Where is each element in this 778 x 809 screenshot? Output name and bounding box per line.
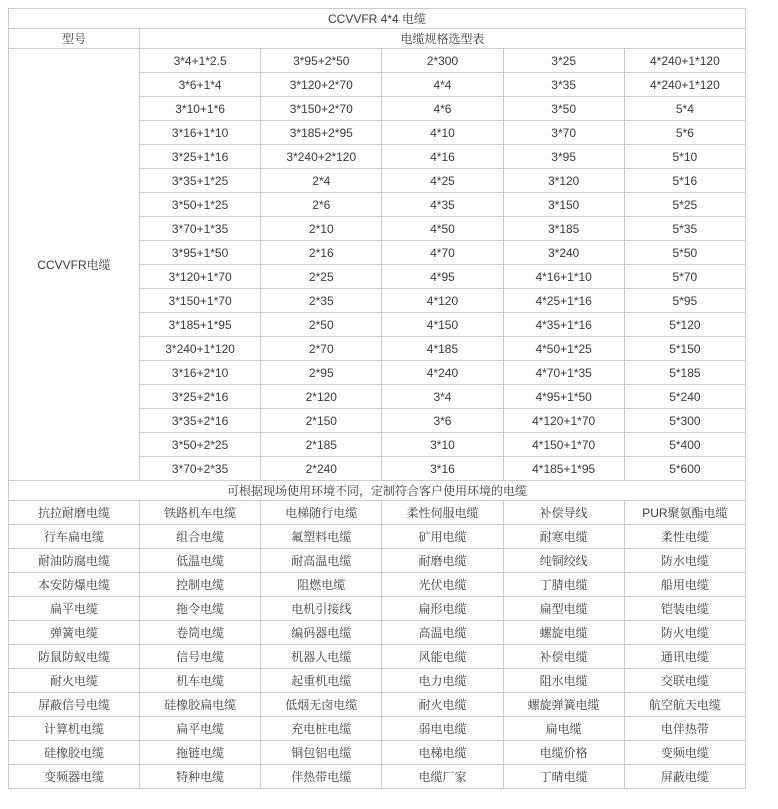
spec-cell: 4*16+1*10 — [503, 265, 624, 289]
spec-cell: 3*16+1*10 — [140, 121, 261, 145]
spec-cell: 2*150 — [261, 409, 382, 433]
cable-type-row — [9, 573, 746, 597]
spec-cell: 4*50 — [382, 217, 503, 241]
spec-cell: 5*10 — [624, 145, 745, 169]
cable-type-cell: 抗拉耐磨电缆 — [9, 501, 140, 525]
note-section — [9, 481, 746, 501]
spec-cell: 5*35 — [624, 217, 745, 241]
cable-type-cell: 电缆价格 — [503, 741, 624, 765]
cable-type-cell: 铠装电缆 — [624, 597, 745, 621]
spec-cell: 3*6+1*4 — [140, 73, 261, 97]
spec-cell: 3*70 — [503, 121, 624, 145]
cable-type-cell: 电机引接线 — [261, 597, 382, 621]
cable-type-cell: 屏蔽信号电缆 — [9, 693, 140, 717]
cable-type-cell: 阻燃电缆 — [261, 573, 382, 597]
spec-cell: 3*95+2*50 — [261, 49, 382, 73]
spec-cell: 3*10+1*6 — [140, 97, 261, 121]
cable-type-cell: 丁晴电缆 — [503, 765, 624, 789]
cable-type-cell: 耐火电缆 — [9, 669, 140, 693]
cable-type-cell: 螺旋弹簧电缆 — [503, 693, 624, 717]
cable-type-cell: 丁腈电缆 — [503, 573, 624, 597]
cable-type-row — [9, 645, 746, 669]
cable-type-cell: 耐磨电缆 — [382, 549, 503, 573]
cable-type-row — [9, 765, 746, 789]
cable-type-cell: 低温电缆 — [140, 549, 261, 573]
cable-type-cell: 特种电缆 — [140, 765, 261, 789]
cable-type-cell: 伴热带电缆 — [261, 765, 382, 789]
spec-cell: 3*120+2*70 — [261, 73, 382, 97]
spec-cell: 2*95 — [261, 361, 382, 385]
spec-cell: 5*70 — [624, 265, 745, 289]
cable-type-cell: 耐油防腐电缆 — [9, 549, 140, 573]
cable-type-cell: 航空航天电缆 — [624, 693, 745, 717]
spec-cell: 4*50+1*25 — [503, 337, 624, 361]
cable-type-cell: 纯铜绞线 — [503, 549, 624, 573]
spec-cell: 2*25 — [261, 265, 382, 289]
cable-types-section — [9, 501, 746, 789]
cable-type-cell: 拖链电缆 — [140, 741, 261, 765]
cable-type-cell: 充电桩电缆 — [261, 717, 382, 741]
cable-type-cell: 电伴热带 — [624, 717, 745, 741]
spec-cell: 4*185+1*95 — [503, 457, 624, 481]
spec-cell: 2*240 — [261, 457, 382, 481]
table-header-section — [9, 9, 746, 49]
spec-cell: 3*50 — [503, 97, 624, 121]
cable-type-cell: 本安防爆电缆 — [9, 573, 140, 597]
cable-type-cell: 防鼠防蚁电缆 — [9, 645, 140, 669]
cable-type-cell: 阻水电缆 — [503, 669, 624, 693]
cable-type-cell: 起重机电缆 — [261, 669, 382, 693]
cable-type-cell: 编码器电缆 — [261, 621, 382, 645]
spec-cell: 4*240 — [382, 361, 503, 385]
spec-cell: 3*16+2*10 — [140, 361, 261, 385]
spec-cell: 2*70 — [261, 337, 382, 361]
spec-cell: 4*150+1*70 — [503, 433, 624, 457]
cable-spec-table — [8, 8, 746, 789]
cable-type-cell: 计算机电缆 — [9, 717, 140, 741]
spec-cell: 3*25 — [503, 49, 624, 73]
spec-cell: 5*120 — [624, 313, 745, 337]
cable-type-cell: 铜包铝电缆 — [261, 741, 382, 765]
spec-cell: 5*400 — [624, 433, 745, 457]
spec-cell: 5*50 — [624, 241, 745, 265]
cable-type-cell: 组合电缆 — [140, 525, 261, 549]
spec-cell: 4*16 — [382, 145, 503, 169]
spec-cell: 2*300 — [382, 49, 503, 73]
cable-type-cell: 低烟无卤电缆 — [261, 693, 382, 717]
spec-cell: 4*95 — [382, 265, 503, 289]
spec-cell: 3*4+1*2.5 — [140, 49, 261, 73]
cable-type-cell: 机器人电缆 — [261, 645, 382, 669]
cable-type-row — [9, 597, 746, 621]
custom-note-cell: 可根据现场使用环境不同，定制符合客户使用环境的电缆 — [9, 481, 746, 501]
cable-type-cell: 通讯电缆 — [624, 645, 745, 669]
spec-cell: 3*150+2*70 — [261, 97, 382, 121]
table-title: CCVVFR 4*4 电缆 — [9, 9, 746, 29]
cable-type-row — [9, 693, 746, 717]
spec-cell: 5*4 — [624, 97, 745, 121]
spec-cell: 3*185 — [503, 217, 624, 241]
spec-cell: 3*16 — [382, 457, 503, 481]
cable-type-cell: 控制电缆 — [140, 573, 261, 597]
cable-type-cell: 电梯电缆 — [382, 741, 503, 765]
spec-cell: 3*25+1*16 — [140, 145, 261, 169]
spec-cell: 3*185+2*95 — [261, 121, 382, 145]
cable-type-cell: 电缆厂家 — [382, 765, 503, 789]
spec-header-cell: 电缆规格选型表 — [140, 29, 746, 49]
spec-cell: 3*120 — [503, 169, 624, 193]
cable-type-cell: 补偿电缆 — [503, 645, 624, 669]
spec-cell: 5*240 — [624, 385, 745, 409]
cable-type-cell: 扁形电缆 — [382, 597, 503, 621]
cable-type-cell: 高温电缆 — [382, 621, 503, 645]
cable-type-cell: 弹簧电缆 — [9, 621, 140, 645]
spec-cell: 5*600 — [624, 457, 745, 481]
cable-type-cell: 柔性电缆 — [624, 525, 745, 549]
cable-type-cell: 扁电缆 — [503, 717, 624, 741]
spec-cell: 4*70 — [382, 241, 503, 265]
spec-cell: 4*70+1*35 — [503, 361, 624, 385]
cable-type-cell: 变频器电缆 — [9, 765, 140, 789]
cable-type-row — [9, 717, 746, 741]
cable-type-cell: 硅橡胶扁电缆 — [140, 693, 261, 717]
cable-type-cell: 行车扁电缆 — [9, 525, 140, 549]
spec-cell: 3*240+1*120 — [140, 337, 261, 361]
cable-type-cell: 拖令电缆 — [140, 597, 261, 621]
cable-type-cell: 信号电缆 — [140, 645, 261, 669]
spec-row — [9, 49, 746, 73]
spec-cell: 3*185+1*95 — [140, 313, 261, 337]
cable-type-cell: 扁平电缆 — [140, 717, 261, 741]
spec-cell: 4*95+1*50 — [503, 385, 624, 409]
spec-cell: 4*10 — [382, 121, 503, 145]
spec-cell: 5*300 — [624, 409, 745, 433]
spec-cell: 3*4 — [382, 385, 503, 409]
spec-cell: 3*35 — [503, 73, 624, 97]
spec-cell: 3*50+2*25 — [140, 433, 261, 457]
cable-type-cell: 铁路机车电缆 — [140, 501, 261, 525]
spec-cell: 4*6 — [382, 97, 503, 121]
cable-type-cell: 螺旋电缆 — [503, 621, 624, 645]
spec-cell: 3*95 — [503, 145, 624, 169]
cable-type-cell: 矿用电缆 — [382, 525, 503, 549]
title-row — [9, 9, 746, 29]
spec-cell: 2*120 — [261, 385, 382, 409]
spec-cell: 3*150+1*70 — [140, 289, 261, 313]
spec-cell: 2*16 — [261, 241, 382, 265]
spec-cell: 3*240+2*120 — [261, 145, 382, 169]
spec-cell: 4*4 — [382, 73, 503, 97]
model-value-cell: CCVVFR电缆 — [9, 49, 140, 481]
spec-cell: 4*240+1*120 — [624, 73, 745, 97]
spec-cell: 2*10 — [261, 217, 382, 241]
cable-type-cell: 氟塑料电缆 — [261, 525, 382, 549]
spec-cell: 5*25 — [624, 193, 745, 217]
cable-type-cell: PUR聚氨酯电缆 — [624, 501, 745, 525]
spec-cell: 3*50+1*25 — [140, 193, 261, 217]
spec-cell: 4*25 — [382, 169, 503, 193]
cable-type-row — [9, 741, 746, 765]
spec-cell: 3*120+1*70 — [140, 265, 261, 289]
spec-cell: 2*6 — [261, 193, 382, 217]
spec-cell: 4*120 — [382, 289, 503, 313]
spec-cell: 3*35+2*16 — [140, 409, 261, 433]
spec-cell: 3*25+2*16 — [140, 385, 261, 409]
spec-cell: 3*240 — [503, 241, 624, 265]
cable-type-cell: 补偿导线 — [503, 501, 624, 525]
spec-cell: 4*35 — [382, 193, 503, 217]
spec-cell: 2*4 — [261, 169, 382, 193]
cable-type-cell: 机车电缆 — [140, 669, 261, 693]
cable-type-cell: 防火电缆 — [624, 621, 745, 645]
cable-type-cell: 防水电缆 — [624, 549, 745, 573]
cable-type-cell: 变频电缆 — [624, 741, 745, 765]
spec-cell: 3*70+2*35 — [140, 457, 261, 481]
cable-type-row — [9, 501, 746, 525]
spec-cell: 5*185 — [624, 361, 745, 385]
cable-type-cell: 硅橡胶电缆 — [9, 741, 140, 765]
cable-type-cell: 弱电电缆 — [382, 717, 503, 741]
cable-type-cell: 扁型电缆 — [503, 597, 624, 621]
spec-cell: 2*35 — [261, 289, 382, 313]
cable-type-cell: 扁平电缆 — [9, 597, 140, 621]
cable-type-cell: 卷筒电缆 — [140, 621, 261, 645]
cable-type-cell: 光伏电缆 — [382, 573, 503, 597]
cable-type-cell: 耐高温电缆 — [261, 549, 382, 573]
spec-cell: 3*35+1*25 — [140, 169, 261, 193]
spec-cell: 4*150 — [382, 313, 503, 337]
cable-type-cell: 交联电缆 — [624, 669, 745, 693]
spec-cell: 5*95 — [624, 289, 745, 313]
spec-cell: 5*16 — [624, 169, 745, 193]
spec-cell: 2*50 — [261, 313, 382, 337]
cable-type-row — [9, 525, 746, 549]
cable-type-cell: 风能电缆 — [382, 645, 503, 669]
spec-cell: 3*70+1*35 — [140, 217, 261, 241]
cable-type-row — [9, 549, 746, 573]
cable-type-cell: 耐火电缆 — [382, 693, 503, 717]
spec-cell: 5*6 — [624, 121, 745, 145]
note-row — [9, 481, 746, 501]
spec-cell: 3*6 — [382, 409, 503, 433]
column-header-row — [9, 29, 746, 49]
model-header-cell: 型号 — [9, 29, 140, 49]
cable-type-cell: 耐寒电缆 — [503, 525, 624, 549]
cable-type-cell: 船用电缆 — [624, 573, 745, 597]
cable-type-row — [9, 669, 746, 693]
cable-type-cell: 电梯随行电缆 — [261, 501, 382, 525]
spec-cell: 4*185 — [382, 337, 503, 361]
spec-cell: 4*35+1*16 — [503, 313, 624, 337]
cable-type-row — [9, 621, 746, 645]
cable-type-cell: 柔性伺服电缆 — [382, 501, 503, 525]
spec-section — [9, 49, 746, 481]
spec-cell: 3*10 — [382, 433, 503, 457]
spec-cell: 3*95+1*50 — [140, 241, 261, 265]
spec-cell: 5*150 — [624, 337, 745, 361]
cable-type-cell: 屏蔽电缆 — [624, 765, 745, 789]
spec-cell: 4*240+1*120 — [624, 49, 745, 73]
spec-cell: 3*150 — [503, 193, 624, 217]
spec-cell: 2*185 — [261, 433, 382, 457]
spec-cell: 4*120+1*70 — [503, 409, 624, 433]
spec-cell: 4*25+1*16 — [503, 289, 624, 313]
cable-type-cell: 电力电缆 — [382, 669, 503, 693]
